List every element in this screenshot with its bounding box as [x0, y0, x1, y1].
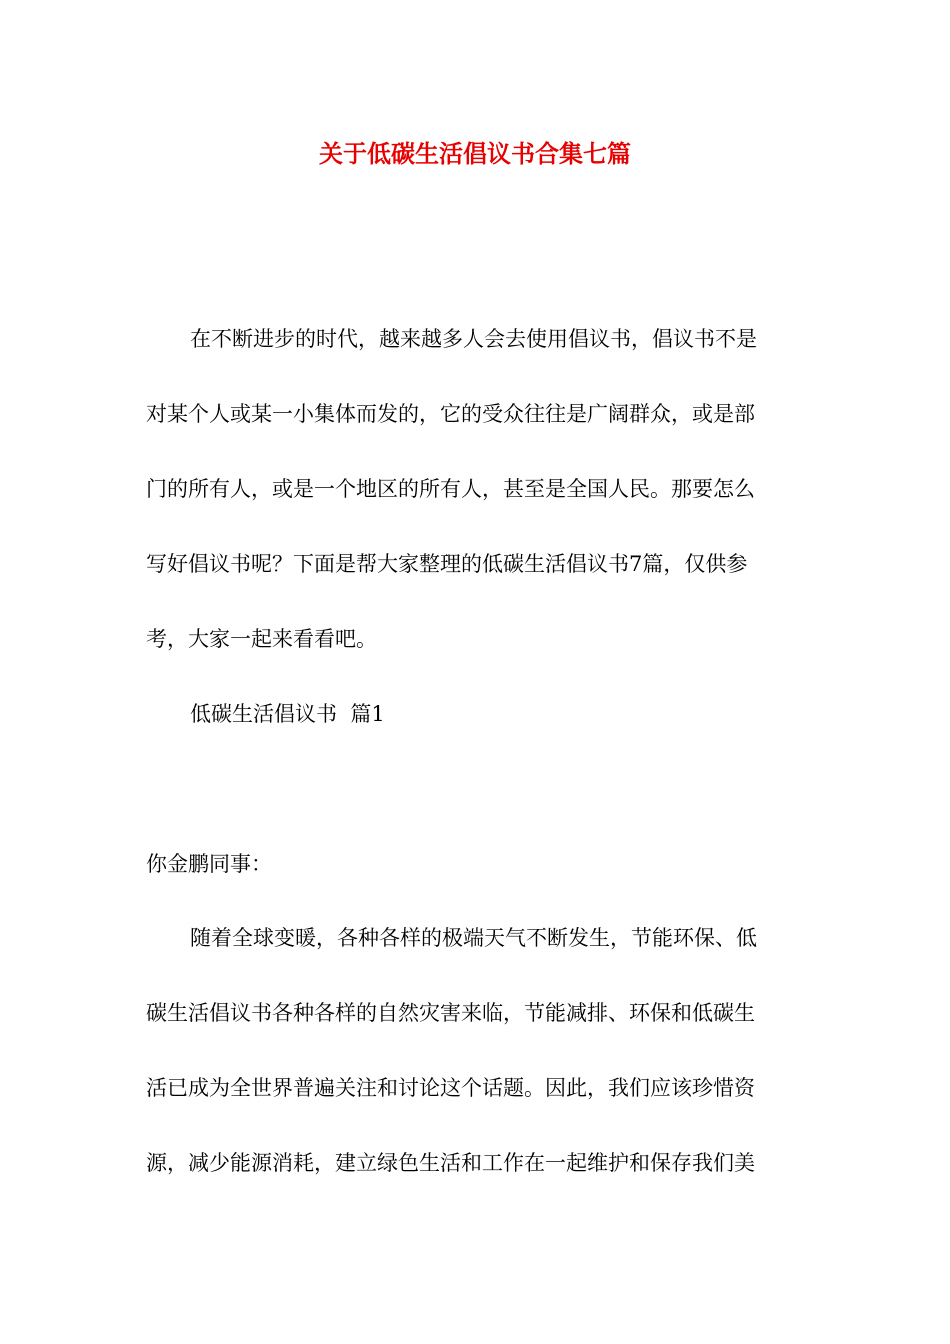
paragraph-line: 写好倡议书呢？下面是帮大家整理的低碳生活倡议书7篇，仅供参 [146, 552, 748, 576]
paragraph-line: 考，大家一起来看看吧。 [146, 627, 377, 651]
paragraph-line: 随着全球变暖，各种各样的极端天气不断发生，节能环保、低 [190, 926, 757, 950]
paragraph-line: 源，减少能源消耗，建立绿色生活和工作在一起维护和保存我们美 [146, 1151, 755, 1175]
paragraph-line: 门的所有人，或是一个地区的所有人，甚至是全国人民。那要怎么 [146, 477, 755, 501]
document-title: 关于低碳生活倡议书合集七篇 [319, 139, 631, 168]
paragraph-line: 在不断进步的时代，越来越多人会去使用倡议书，倡议书不是 [190, 327, 757, 351]
paragraph-line: 碳生活倡议书各种各样的自然灾害来临，节能减排、环保和低碳生 [146, 1001, 755, 1025]
paragraph-line: 活已成为全世界普遍关注和讨论这个话题。因此，我们应该珍惜资 [146, 1076, 755, 1100]
section-heading: 低碳生活倡议书 篇1 [190, 702, 385, 726]
salutation: 你金鹏同事： [146, 852, 272, 876]
paragraph-line: 对某个人或某一小集体而发的，它的受众往往是广阔群众，或是部 [146, 402, 755, 426]
